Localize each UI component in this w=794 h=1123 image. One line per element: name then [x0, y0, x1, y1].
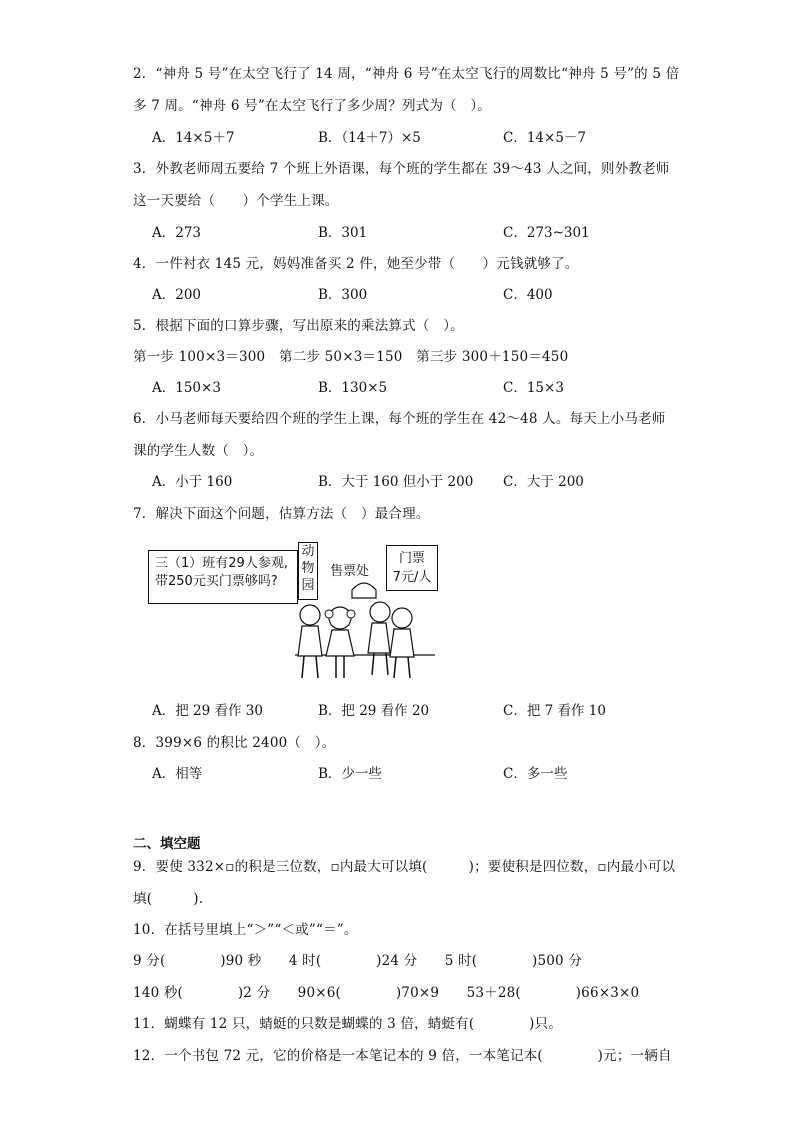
ticket-line1: 门票	[398, 551, 425, 566]
q5-option-c: C．15×3	[503, 380, 564, 396]
q8-option-a: A．相等	[152, 766, 203, 782]
q6-option-b: B．大于 160 但小于 200	[318, 474, 474, 490]
q10-line2: 9 分( )90 秒 4 时( )24 分 5 时( )500 分	[133, 953, 583, 969]
q9-line1: 9．要使 332×▫的积是三位数，▫内最大可以填( )；要使积是四位数，▫内最小可以	[133, 859, 676, 875]
q8-option-b: B．少一些	[318, 766, 382, 782]
speech-line1: 三（1）班有29人参观,	[155, 556, 288, 571]
q3-line2: 这一天要给（ ）个学生上课。	[133, 193, 339, 209]
q5-option-a: A．150×3	[152, 380, 221, 396]
q3-line1: 3．外教老师周五要给 7 个班上外语课，每个班的学生都在 39～43 人之间，则外教老师	[133, 161, 670, 177]
q7-line1: 7．解决下面这个问题，估算方法（ ）最合理。	[133, 506, 430, 522]
q12-line: 12．一个书包 72 元，它的价格是一本笔记本的 9 倍，一本笔记本( )元；一辆自	[133, 1048, 672, 1064]
q9-line2: 填( ).	[133, 891, 204, 907]
q6-line1: 6．小马老师每天要给四个班的学生上课，每个班的学生在 42～48 人。每天上小马老师	[133, 411, 666, 427]
q4-option-a: A．200	[152, 287, 202, 303]
q2-line2: 多 7 周。“神舟 6 号”在太空飞行了多少周？列式为（ ）。	[133, 98, 492, 114]
q2-option-a: A．14×5＋7	[152, 130, 235, 146]
q11-line: 11．蝴蝶有 12 只，蜻蜓的只数是蝴蝶的 3 倍，蜻蜓有( )只。	[133, 1016, 563, 1032]
q5-line1: 5．根据下面的口算步骤，写出原来的乘法算式（ ）。	[133, 318, 464, 334]
q10-line1: 10．在括号里填上“＞”“＜或”“＝”。	[133, 922, 358, 938]
q10-line3: 140 秒( )2 分 90×6( )70×9 53＋28( )66×3×0	[133, 985, 640, 1001]
q7-option-b: B．把 29 看作 20	[318, 703, 430, 719]
q5-line2: 第一步 100×3＝300 第二步 50×3＝150 第三步 300＋150＝450	[133, 349, 569, 365]
section-title: 二、填空题	[133, 836, 201, 852]
zoo-sign: 动物园	[298, 542, 318, 600]
ticket-line2: 7元/人	[392, 570, 432, 585]
speech-line2: 带250元买门票够吗?	[155, 574, 278, 589]
q8-line1: 8．399×6 的积比 2400（ ）。	[133, 735, 336, 751]
ticket-booth-label: 售票处	[330, 564, 370, 579]
q7-option-a: A．把 29 看作 30	[152, 703, 263, 719]
q4-line1: 4．一件衬衣 145 元，妈妈准备买 2 件，她至少带（ ）元钱就够了。	[133, 256, 579, 272]
q2-option-c: C．14×5－7	[503, 130, 586, 146]
q6-line2: 课的学生人数（ ）。	[133, 443, 264, 459]
q3-option-b: B．301	[318, 225, 368, 241]
q7-illustration	[140, 540, 440, 690]
q4-option-c: C．400	[503, 287, 553, 303]
q4-option-b: B．300	[318, 287, 368, 303]
q6-option-c: C．大于 200	[503, 474, 584, 490]
q5-option-b: B．130×5	[318, 380, 388, 396]
q2-option-b: B．（14＋7）×5	[318, 130, 421, 146]
children-drawing	[140, 540, 440, 690]
q2-line1: 2．“神舟 5 号”在太空飞行了 14 周，“神舟 6 号”在太空飞行的周数比“神舟 5 号”的 5 倍	[133, 66, 680, 82]
q8-option-c: C．多一些	[503, 766, 568, 782]
q6-option-a: A．小于 160	[152, 474, 233, 490]
q7-option-c: C．把 7 看作 10	[503, 703, 606, 719]
q3-option-c: C．273~301	[503, 225, 590, 241]
q3-option-a: A．273	[152, 225, 202, 241]
